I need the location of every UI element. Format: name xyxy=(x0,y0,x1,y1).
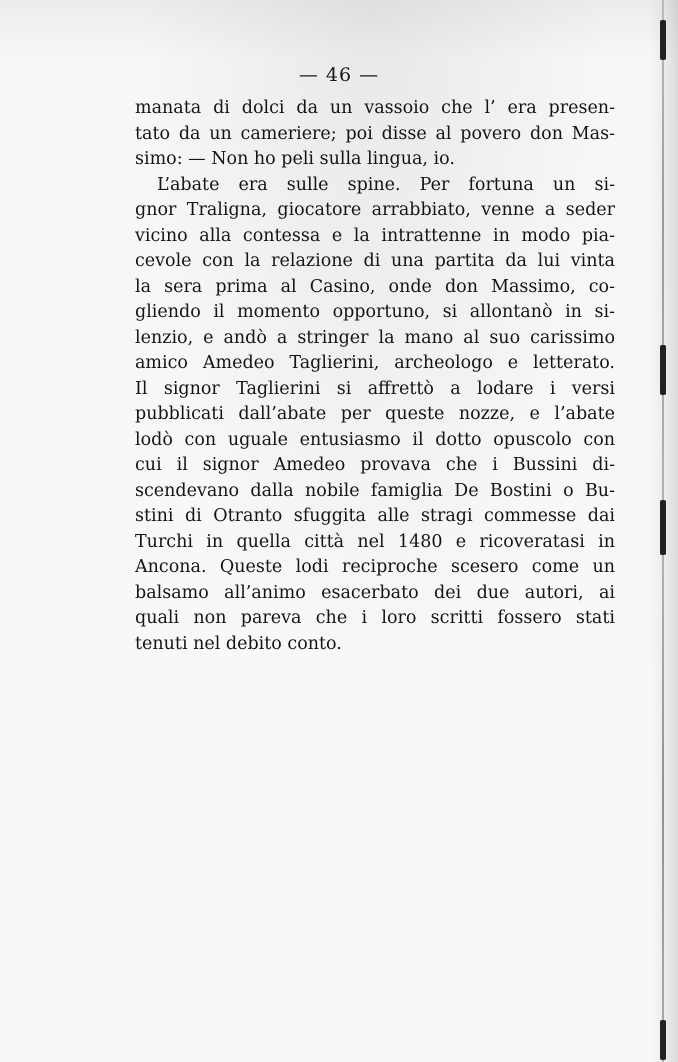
text-line: Turchi in quella città nel 1480 e ricoveratasi in xyxy=(135,531,615,552)
text-line: balsamo all’animo esacerbato dei due autori, ai xyxy=(135,582,615,603)
text-line: Ancona. Queste lodi reciproche scesero come un xyxy=(135,557,615,577)
edge-mark xyxy=(660,1020,666,1060)
text-line: la sera prima al Casino, onde don Massimo, co- xyxy=(135,276,615,297)
text-line: cui il signor Amedeo provava che i Bussini di- xyxy=(135,455,615,475)
text-line: simo: — Non ho peli sulla lingua, io. xyxy=(135,149,455,169)
edge-mark xyxy=(660,500,666,555)
text-line: amico Amedeo Taglierini, archeologo e letterato. xyxy=(135,353,615,373)
text-line: cevole con la relazione di una partita da lui vinta xyxy=(135,251,615,271)
page-number: — 46 — xyxy=(298,64,380,86)
text-line: lenzio, e andò a stringer la mano al suo carissimo xyxy=(135,327,615,348)
text-line: manata di dolci da un vassoio che l’ era presen- xyxy=(135,98,615,118)
text-line: vicino alla contessa e la intrattenne in modo pia- xyxy=(135,225,615,246)
text-line: tato da un cameriere; poi disse al povero don Mas- xyxy=(135,123,615,144)
text-line: lodò con uguale entusiasmo il dotto opuscolo con xyxy=(135,429,615,450)
text-line: tenuti nel debito conto. xyxy=(135,633,342,654)
text-line: pubblicati dall’abate per queste nozze, e l’abate xyxy=(135,404,615,424)
text-line: stini di Otranto sfuggita alle stragi commesse dai xyxy=(135,506,615,526)
text-line: gnor Traligna, giocatore arrabbiato, venne a seder xyxy=(135,200,615,220)
text-line: gliendo il momento opportuno, si allontanò in si- xyxy=(135,302,615,322)
paragraph xyxy=(135,173,615,658)
edge-mark xyxy=(660,345,666,395)
paragraph xyxy=(135,96,615,173)
edge-mark xyxy=(660,20,666,60)
text-line: quali non pareva che i loro scritti fossero stati xyxy=(135,608,615,628)
text-line: scendevano dalla nobile famiglia De Bostini o Bu- xyxy=(135,480,615,501)
text-line: Il signor Taglierini si affrettò a lodare i versi xyxy=(135,378,615,399)
body-text xyxy=(135,96,615,657)
text-line: L’abate era sulle spine. Per fortuna un si- xyxy=(157,174,615,195)
